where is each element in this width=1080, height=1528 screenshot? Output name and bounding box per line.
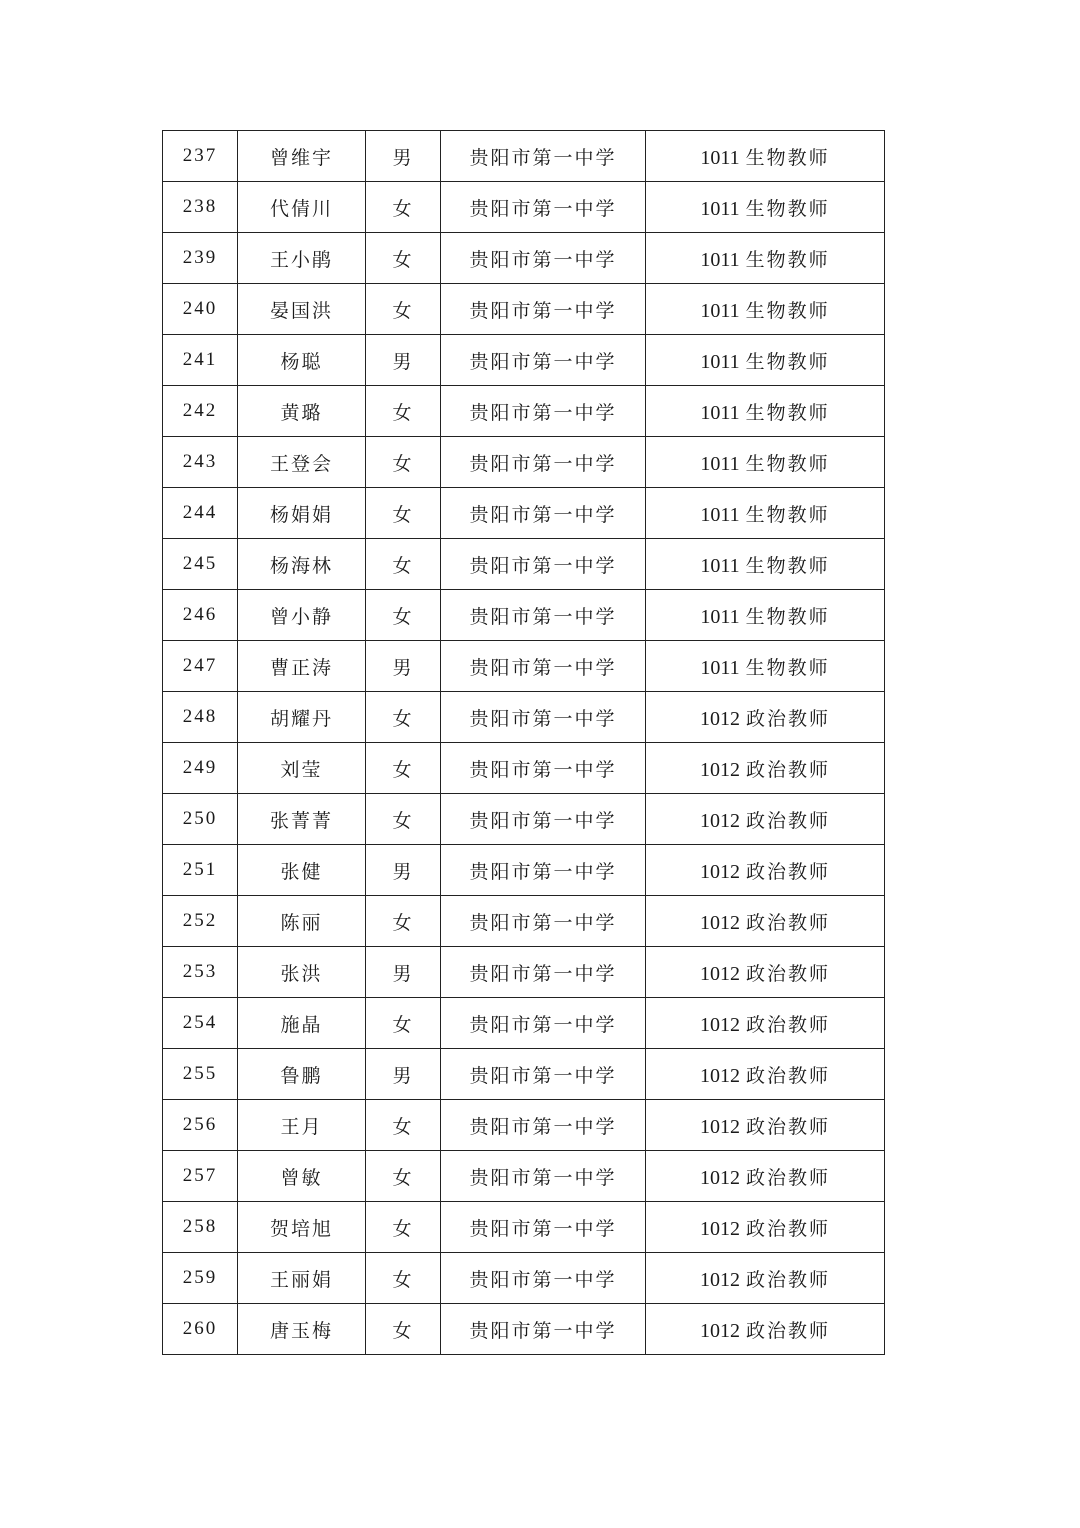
- position-title: 政治教师: [745, 809, 830, 832]
- row-number-cell: 256: [163, 1100, 238, 1151]
- name-cell: 杨海林: [238, 539, 366, 590]
- name-cell: 曾小静: [238, 590, 366, 641]
- position-cell: [646, 947, 885, 998]
- table-body: [163, 131, 885, 1355]
- row-number-cell: 243: [163, 437, 238, 488]
- position-code: 1012: [699, 1013, 740, 1036]
- position-title: 政治教师: [745, 758, 830, 781]
- position-code: 1011: [700, 248, 740, 271]
- position-title: 生物教师: [745, 656, 830, 679]
- row-number-cell: 251: [163, 845, 238, 896]
- row-number-cell: 252: [163, 896, 238, 947]
- gender-cell: 女: [366, 539, 441, 590]
- table-row: [163, 692, 885, 743]
- position-code: 1012: [699, 1166, 740, 1189]
- school-cell: 贵阳市第一中学: [441, 641, 646, 692]
- gender-cell: 女: [366, 998, 441, 1049]
- gender-cell: 男: [366, 947, 441, 998]
- position-cell: [646, 386, 885, 437]
- position-cell: [646, 182, 885, 233]
- position-cell: [646, 233, 885, 284]
- name-cell: 王月: [238, 1100, 366, 1151]
- position-cell: [646, 692, 885, 743]
- position-title: 政治教师: [745, 1319, 830, 1342]
- school-cell: 贵阳市第一中学: [441, 284, 646, 335]
- name-cell: 杨娟娟: [238, 488, 366, 539]
- table-row: [163, 131, 885, 182]
- table-row: [163, 1151, 885, 1202]
- school-cell: 贵阳市第一中学: [441, 947, 646, 998]
- row-number-cell: 245: [163, 539, 238, 590]
- row-number-cell: 247: [163, 641, 238, 692]
- position-code: 1012: [699, 962, 740, 985]
- gender-cell: 女: [366, 692, 441, 743]
- position-cell: [646, 1202, 885, 1253]
- position-cell: [646, 641, 885, 692]
- school-cell: 贵阳市第一中学: [441, 182, 646, 233]
- name-cell: 黄璐: [238, 386, 366, 437]
- row-number-cell: 237: [163, 131, 238, 182]
- school-cell: 贵阳市第一中学: [441, 1253, 646, 1304]
- table-row: [163, 743, 885, 794]
- name-cell: 曹正涛: [238, 641, 366, 692]
- row-number-cell: 242: [163, 386, 238, 437]
- table-row: [163, 1304, 885, 1355]
- position-code: 1011: [700, 401, 740, 424]
- position-cell: [646, 896, 885, 947]
- name-cell: 晏国洪: [238, 284, 366, 335]
- position-title: 生物教师: [745, 554, 830, 577]
- school-cell: 贵阳市第一中学: [441, 1049, 646, 1100]
- name-cell: 陈丽: [238, 896, 366, 947]
- row-number-cell: 240: [163, 284, 238, 335]
- table-row: [163, 386, 885, 437]
- school-cell: 贵阳市第一中学: [441, 896, 646, 947]
- school-cell: 贵阳市第一中学: [441, 131, 646, 182]
- position-code: 1011: [700, 350, 740, 373]
- table-row: [163, 794, 885, 845]
- position-code: 1012: [699, 758, 740, 781]
- position-code: 1011: [700, 503, 740, 526]
- position-title: 政治教师: [745, 1166, 830, 1189]
- school-cell: 贵阳市第一中学: [441, 845, 646, 896]
- position-title: 生物教师: [745, 197, 830, 220]
- school-cell: 贵阳市第一中学: [441, 590, 646, 641]
- row-number-cell: 246: [163, 590, 238, 641]
- position-cell: [646, 131, 885, 182]
- table-row: [163, 998, 885, 1049]
- table-row: [163, 539, 885, 590]
- gender-cell: 女: [366, 1100, 441, 1151]
- row-number-cell: 253: [163, 947, 238, 998]
- position-cell: [646, 743, 885, 794]
- gender-cell: 女: [366, 794, 441, 845]
- table-row: [163, 641, 885, 692]
- school-cell: 贵阳市第一中学: [441, 233, 646, 284]
- school-cell: 贵阳市第一中学: [441, 488, 646, 539]
- name-cell: 胡耀丹: [238, 692, 366, 743]
- table-row: [163, 335, 885, 386]
- position-cell: [646, 845, 885, 896]
- position-code: 1011: [700, 197, 740, 220]
- name-cell: 鲁鹏: [238, 1049, 366, 1100]
- position-cell: [646, 437, 885, 488]
- position-title: 政治教师: [745, 707, 830, 730]
- gender-cell: 男: [366, 1049, 441, 1100]
- gender-cell: 男: [366, 845, 441, 896]
- position-cell: [646, 1049, 885, 1100]
- position-cell: [646, 488, 885, 539]
- position-cell: [646, 1253, 885, 1304]
- school-cell: 贵阳市第一中学: [441, 386, 646, 437]
- position-code: 1012: [699, 860, 740, 883]
- table-row: [163, 1100, 885, 1151]
- gender-cell: 女: [366, 386, 441, 437]
- name-cell: 张洪: [238, 947, 366, 998]
- row-number-cell: 241: [163, 335, 238, 386]
- position-cell: [646, 335, 885, 386]
- position-code: 1011: [700, 146, 740, 169]
- gender-cell: 女: [366, 182, 441, 233]
- position-code: 1012: [699, 1115, 740, 1138]
- position-code: 1012: [699, 1064, 740, 1087]
- name-cell: 贺培旭: [238, 1202, 366, 1253]
- position-title: 生物教师: [745, 146, 830, 169]
- position-title: 政治教师: [745, 860, 830, 883]
- school-cell: 贵阳市第一中学: [441, 1304, 646, 1355]
- position-cell: [646, 794, 885, 845]
- position-cell: [646, 539, 885, 590]
- name-cell: 刘莹: [238, 743, 366, 794]
- table-row: [163, 284, 885, 335]
- position-cell: [646, 1100, 885, 1151]
- position-title: 生物教师: [745, 299, 830, 322]
- table-row: [163, 1049, 885, 1100]
- position-code: 1012: [699, 707, 740, 730]
- row-number-cell: 248: [163, 692, 238, 743]
- name-cell: 代倩川: [238, 182, 366, 233]
- school-cell: 贵阳市第一中学: [441, 539, 646, 590]
- name-cell: 王登会: [238, 437, 366, 488]
- document-page: [162, 130, 885, 1355]
- row-number-cell: 258: [163, 1202, 238, 1253]
- gender-cell: 女: [366, 284, 441, 335]
- position-title: 政治教师: [745, 1064, 830, 1087]
- position-cell: [646, 998, 885, 1049]
- position-code: 1011: [700, 605, 740, 628]
- table-row: [163, 1253, 885, 1304]
- row-number-cell: 239: [163, 233, 238, 284]
- gender-cell: 女: [366, 896, 441, 947]
- position-code: 1011: [700, 299, 740, 322]
- row-number-cell: 238: [163, 182, 238, 233]
- position-code: 1012: [699, 1268, 740, 1291]
- school-cell: 贵阳市第一中学: [441, 437, 646, 488]
- row-number-cell: 250: [163, 794, 238, 845]
- position-code: 1012: [699, 1319, 740, 1342]
- gender-cell: 男: [366, 641, 441, 692]
- school-cell: 贵阳市第一中学: [441, 998, 646, 1049]
- gender-cell: 女: [366, 488, 441, 539]
- name-cell: 杨聪: [238, 335, 366, 386]
- table-row: [163, 437, 885, 488]
- position-code: 1011: [700, 452, 740, 475]
- position-title: 生物教师: [745, 401, 830, 424]
- position-title: 政治教师: [745, 1217, 830, 1240]
- position-cell: [646, 284, 885, 335]
- gender-cell: 女: [366, 1151, 441, 1202]
- table-row: [163, 947, 885, 998]
- position-title: 生物教师: [745, 503, 830, 526]
- row-number-cell: 244: [163, 488, 238, 539]
- row-number-cell: 254: [163, 998, 238, 1049]
- name-cell: 曾维宇: [238, 131, 366, 182]
- position-code: 1011: [700, 656, 740, 679]
- name-cell: 曾敏: [238, 1151, 366, 1202]
- school-cell: 贵阳市第一中学: [441, 1202, 646, 1253]
- name-cell: 王小鹃: [238, 233, 366, 284]
- table-row: [163, 896, 885, 947]
- gender-cell: 男: [366, 335, 441, 386]
- gender-cell: 女: [366, 590, 441, 641]
- position-cell: [646, 1151, 885, 1202]
- name-cell: 施晶: [238, 998, 366, 1049]
- row-number-cell: 249: [163, 743, 238, 794]
- gender-cell: 女: [366, 1253, 441, 1304]
- row-number-cell: 260: [163, 1304, 238, 1355]
- gender-cell: 女: [366, 233, 441, 284]
- school-cell: 贵阳市第一中学: [441, 692, 646, 743]
- school-cell: 贵阳市第一中学: [441, 1151, 646, 1202]
- gender-cell: 女: [366, 437, 441, 488]
- row-number-cell: 255: [163, 1049, 238, 1100]
- position-title: 政治教师: [745, 1115, 830, 1138]
- position-code: 1012: [699, 1217, 740, 1240]
- position-title: 政治教师: [745, 911, 830, 934]
- school-cell: 贵阳市第一中学: [441, 1100, 646, 1151]
- table-row: [163, 233, 885, 284]
- gender-cell: 女: [366, 1202, 441, 1253]
- position-cell: [646, 1304, 885, 1355]
- gender-cell: 女: [366, 743, 441, 794]
- school-cell: 贵阳市第一中学: [441, 794, 646, 845]
- name-cell: 张菁菁: [238, 794, 366, 845]
- position-title: 生物教师: [745, 350, 830, 373]
- name-cell: 唐玉梅: [238, 1304, 366, 1355]
- position-code: 1011: [700, 554, 740, 577]
- position-code: 1012: [699, 911, 740, 934]
- position-title: 政治教师: [745, 1013, 830, 1036]
- gender-cell: 男: [366, 131, 441, 182]
- name-cell: 王丽娟: [238, 1253, 366, 1304]
- table-row: [163, 590, 885, 641]
- position-title: 生物教师: [745, 605, 830, 628]
- table-row: [163, 488, 885, 539]
- school-cell: 贵阳市第一中学: [441, 335, 646, 386]
- position-title: 政治教师: [745, 1268, 830, 1291]
- gender-cell: 女: [366, 1304, 441, 1355]
- table-row: [163, 845, 885, 896]
- school-cell: 贵阳市第一中学: [441, 743, 646, 794]
- position-code: 1012: [699, 809, 740, 832]
- position-title: 生物教师: [745, 248, 830, 271]
- row-number-cell: 257: [163, 1151, 238, 1202]
- position-title: 政治教师: [745, 962, 830, 985]
- table-row: [163, 1202, 885, 1253]
- name-cell: 张健: [238, 845, 366, 896]
- table-row: [163, 182, 885, 233]
- row-number-cell: 259: [163, 1253, 238, 1304]
- position-cell: [646, 590, 885, 641]
- candidate-table: [162, 130, 885, 1355]
- position-title: 生物教师: [745, 452, 830, 475]
